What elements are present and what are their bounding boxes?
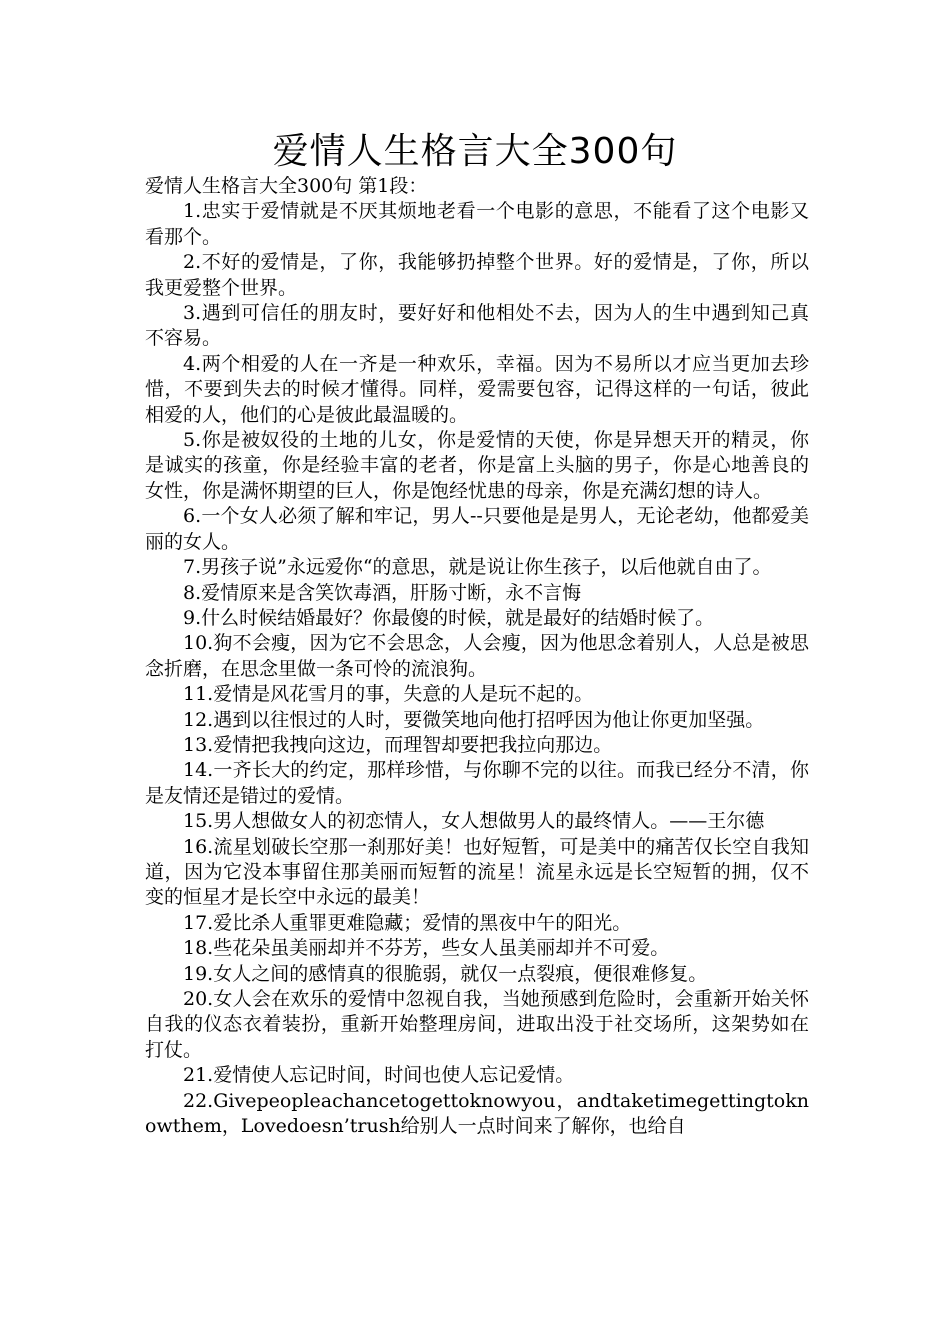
quote-paragraph-22: 22.Givepeopleachancetogettoknowyou，andtaketimegettingtoknowthem，Lovedoesn’trush给别人一点时间来了解你，也给自 xyxy=(145,1089,809,1138)
quote-paragraph-16: 16.流星划破长空那一刹那好美！也好短暂，可是美中的痛苦仅长空自我知道，因为它没本事留住那美丽而短暂的流星！流星永远是长空短暂的拥，仅不变的恒星才是长空中永远的最美！ xyxy=(145,835,809,909)
quote-paragraph-18: 18.些花朵虽美丽却并不芬芳，些女人虽美丽却并不可爱。 xyxy=(183,937,670,960)
document-body xyxy=(145,174,809,1139)
quote-paragraph-14: 14.一齐长大的约定，那样珍惜，与你聊不完的以往。而我已经分不清，你是友情还是错过的爱情。 xyxy=(145,759,809,807)
quote-paragraph-7: 7.男孩子说”永远爱你“的意思，就是说让你生孩子，以后他就自由了。 xyxy=(183,556,772,579)
quote-paragraph-5: 5.你是被奴役的土地的儿女，你是爱情的天使，你是异想天开的精灵，你是诚实的孩童，你是经验丰富的老者，你是富上头脑的男子，你是心地善良的女性，你是满怀期望的巨人，你是饱经忧患的母亲，你是充满幻想的诗人。 xyxy=(145,429,809,502)
quote-paragraph-1: 1.忠实于爱情就是不厌其烦地老看一个电影的意思，不能看了这个电影又看那个。 xyxy=(145,200,809,248)
quote-paragraph-21: 21.爱情使人忘记时间，时间也使人忘记爱情。 xyxy=(183,1064,575,1087)
quote-paragraph-6: 6.一个女人必须了解和牢记，男人--只要他是是男人，无论老幼，他都爱美丽的女人。 xyxy=(145,505,809,553)
quote-paragraph-4: 4.两个相爱的人在一齐是一种欢乐，幸福。因为不易所以才应当更加去珍惜，不要到失去的时候才懂得。同样，爱需要包容，记得这样的一句话，彼此相爱的人，他们的心是彼此最温暖的。 xyxy=(145,352,809,426)
quote-paragraph-11: 11.爱情是风花雪月的事，失意的人是玩不起的。 xyxy=(183,683,594,706)
section-heading: 爱情人生格言大全300句 第1段： xyxy=(145,175,428,197)
quote-paragraph-15: 15.男人想做女人的初恋情人，女人想做男人的最终情人。——王尔德 xyxy=(183,810,765,833)
quote-paragraph-20: 20.女人会在欢乐的爱情中忽视自我，当她预感到危险时，会重新开始关怀自我的仪态衣着装扮，重新开始整理房间，进取出没于社交场所，这架势如在打仗。 xyxy=(145,988,809,1061)
quote-paragraph-19: 19.女人之间的感情真的很脆弱，就仅一点裂痕，便很难修复。 xyxy=(183,962,708,985)
quote-paragraph-10: 10.狗不会瘦，因为它不会思念，人会瘦，因为他思念着别人，人总是被思念折磨，在思念里做一条可怜的流浪狗。 xyxy=(145,632,809,680)
quote-paragraph-13: 13.爱情把我拽向这边，而理智却要把我拉向那边。 xyxy=(183,733,613,756)
quote-paragraph-17: 17.爱比杀人重罪更难隐藏；爱情的黑夜中午的阳光。 xyxy=(183,911,632,934)
quote-paragraph-12: 12.遇到以往恨过的人时，要微笑地向他打招呼因为他让你更加坚强。 xyxy=(183,708,765,731)
quote-paragraph-3: 3.遇到可信任的朋友时，要好好和他相处不去，因为人的生中遇到知己真不容易。 xyxy=(145,302,809,350)
quote-paragraph-2: 2.不好的爱情是，了你，我能够扔掉整个世界。好的爱情是，了你，所以我更爱整个世界。 xyxy=(145,251,809,299)
document-title: 爱情人生格言大全300句 xyxy=(272,131,678,172)
quote-paragraph-9: 9.什么时候结婚最好？你最傻的时候，就是最好的结婚时候了。 xyxy=(183,606,715,629)
quote-paragraph-8: 8.爱情原来是含笑饮毒酒，肝肠寸断，永不言悔 xyxy=(183,581,582,604)
